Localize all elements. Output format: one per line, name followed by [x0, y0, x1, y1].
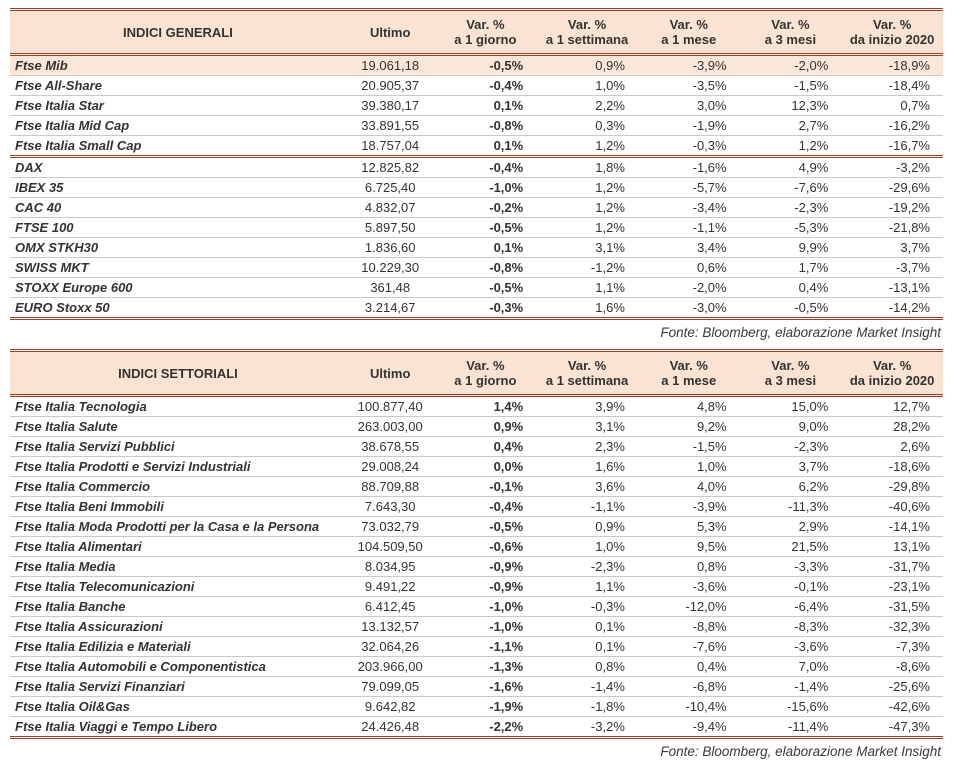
var-value: -16,7%: [841, 136, 943, 157]
var-value: -3,7%: [841, 258, 943, 278]
var-value: 0,8%: [536, 657, 638, 677]
var-value: -2,3%: [536, 557, 638, 577]
var-value: 0,4%: [740, 278, 842, 298]
index-name: Ftse Italia Oil&Gas: [10, 697, 346, 717]
var-value: -0,3%: [435, 298, 537, 319]
var-value: 4,9%: [740, 157, 842, 178]
var-value: -3,9%: [638, 55, 740, 76]
var-value: -31,7%: [841, 557, 943, 577]
ultimo-value: 7.643,30: [346, 497, 435, 517]
ultimo-value: 3.214,67: [346, 298, 435, 319]
var-value: -2,2%: [435, 717, 537, 738]
var-value: -10,4%: [638, 697, 740, 717]
var-value: -0,5%: [435, 55, 537, 76]
column-header-line2: a 1 giorno: [454, 32, 517, 47]
column-header-line2: da inizio 2020: [849, 373, 935, 388]
var-value: -7,6%: [740, 178, 842, 198]
column-header-line1: Var. %: [466, 358, 505, 373]
var-value: 0,1%: [536, 637, 638, 657]
column-header-line1: Ultimo: [369, 365, 411, 381]
var-value: -0,8%: [435, 258, 537, 278]
var-value: -11,4%: [740, 717, 842, 738]
var-value: 0,6%: [638, 258, 740, 278]
ultimo-value: 4.832,07: [346, 198, 435, 218]
column-header-2: [536, 351, 638, 396]
var-value: -42,6%: [841, 697, 943, 717]
ultimo-value: 12.825,82: [346, 157, 435, 178]
index-name: Ftse Italia Servizi Finanziari: [10, 677, 346, 697]
index-name: Ftse Italia Prodotti e Servizi Industriali: [10, 457, 346, 477]
var-value: -0,5%: [435, 517, 537, 537]
var-value: -8,6%: [841, 657, 943, 677]
var-value: 1,4%: [435, 396, 537, 417]
var-value: -5,7%: [638, 178, 740, 198]
var-value: -1,0%: [435, 597, 537, 617]
var-value: 0,9%: [435, 417, 537, 437]
column-header-line2: da inizio 2020: [849, 32, 935, 47]
var-value: 1,2%: [536, 198, 638, 218]
column-header-line1: Var. %: [669, 358, 708, 373]
column-header-4: [740, 351, 842, 396]
column-header-line2: a 1 settimana: [545, 373, 629, 388]
var-value: -0,9%: [435, 577, 537, 597]
var-value: -0,9%: [435, 557, 537, 577]
index-name: Ftse Italia Mid Cap: [10, 116, 346, 136]
var-value: -1,1%: [638, 218, 740, 238]
var-value: 0,8%: [638, 557, 740, 577]
ultimo-value: 19.061,18: [346, 55, 435, 76]
table-row: [10, 396, 943, 417]
var-value: 0,1%: [536, 617, 638, 637]
column-header-1: [435, 10, 537, 55]
var-value: 9,5%: [638, 537, 740, 557]
var-value: 4,8%: [638, 396, 740, 417]
table-row: [10, 457, 943, 477]
index-name: Ftse Italia Media: [10, 557, 346, 577]
var-value: 1,0%: [536, 76, 638, 96]
index-name: CAC 40: [10, 198, 346, 218]
table-row: [10, 55, 943, 76]
var-value: -1,5%: [740, 76, 842, 96]
table-row: [10, 298, 943, 319]
column-header-line1: Var. %: [466, 17, 505, 32]
ultimo-value: 38.678,55: [346, 437, 435, 457]
var-value: -1,6%: [638, 157, 740, 178]
var-value: -31,5%: [841, 597, 943, 617]
var-value: 15,0%: [740, 396, 842, 417]
section-indici-settoriali: [10, 349, 943, 768]
ultimo-value: 9.491,22: [346, 577, 435, 597]
var-value: -7,3%: [841, 637, 943, 657]
var-value: -3,5%: [638, 76, 740, 96]
column-header-line1: Var. %: [872, 358, 912, 373]
column-header-5: [841, 351, 943, 396]
var-value: -21,8%: [841, 218, 943, 238]
var-value: -0,3%: [536, 597, 638, 617]
column-header-3: [638, 10, 740, 55]
table-row: [10, 637, 943, 657]
indici-settoriali-header-row: [10, 351, 943, 396]
var-value: -14,1%: [841, 517, 943, 537]
var-value: -3,6%: [740, 637, 842, 657]
index-name: Ftse Italia Banche: [10, 597, 346, 617]
ultimo-value: 9.642,82: [346, 697, 435, 717]
indici-generali-table: [10, 8, 943, 320]
var-value: 1,7%: [740, 258, 842, 278]
index-name: DAX: [10, 157, 346, 178]
index-name: Ftse Italia Beni Immobili: [10, 497, 346, 517]
index-name: Ftse Italia Edilizia e Materiali: [10, 637, 346, 657]
table-row: [10, 178, 943, 198]
index-name: OMX STKH30: [10, 238, 346, 258]
var-value: -2,3%: [740, 198, 842, 218]
column-header-0: [346, 351, 435, 396]
source-note-settoriali: Fonte: Bloomberg, elaborazione Market Insight: [660, 744, 941, 759]
var-value: 1,0%: [536, 537, 638, 557]
ultimo-value: 33.891,55: [346, 116, 435, 136]
var-value: -1,5%: [638, 437, 740, 457]
var-value: -3,9%: [638, 497, 740, 517]
var-value: 2,9%: [740, 517, 842, 537]
var-value: -2,3%: [740, 437, 842, 457]
table-row: [10, 577, 943, 597]
var-value: -18,6%: [841, 457, 943, 477]
column-header-line1: Var. %: [669, 17, 708, 32]
table-row: [10, 278, 943, 298]
var-value: 0,9%: [536, 55, 638, 76]
var-value: 1,1%: [536, 278, 638, 298]
var-value: -0,4%: [435, 497, 537, 517]
var-value: 3,1%: [536, 238, 638, 258]
var-value: 0,1%: [435, 96, 537, 116]
var-value: -0,4%: [435, 76, 537, 96]
var-value: 28,2%: [841, 417, 943, 437]
column-header-5: [841, 10, 943, 55]
var-value: -9,4%: [638, 717, 740, 738]
var-value: 21,5%: [740, 537, 842, 557]
index-name: Ftse Italia Moda Prodotti per la Casa e la Persona: [10, 517, 346, 537]
index-name: Ftse Italia Small Cap: [10, 136, 346, 157]
var-value: -7,6%: [638, 637, 740, 657]
var-value: 12,7%: [841, 396, 943, 417]
var-value: -1,3%: [435, 657, 537, 677]
var-value: 2,7%: [740, 116, 842, 136]
var-value: -47,3%: [841, 717, 943, 738]
table-title: INDICI SETTORIALI: [10, 351, 346, 396]
ultimo-value: 73.032,79: [346, 517, 435, 537]
var-value: -1,0%: [435, 178, 537, 198]
table-row: [10, 198, 943, 218]
table-row: [10, 557, 943, 577]
ultimo-value: 6.412,45: [346, 597, 435, 617]
var-value: -3,6%: [638, 577, 740, 597]
var-value: 1,8%: [536, 157, 638, 178]
ultimo-value: 5.897,50: [346, 218, 435, 238]
var-value: -0,5%: [435, 278, 537, 298]
indici-generali-body: [10, 55, 943, 319]
index-name: Ftse Italia Commercio: [10, 477, 346, 497]
column-header-1: [435, 351, 537, 396]
var-value: 0,1%: [435, 136, 537, 157]
index-name: EURO Stoxx 50: [10, 298, 346, 319]
var-value: -3,2%: [841, 157, 943, 178]
var-value: -8,8%: [638, 617, 740, 637]
index-name: Ftse Italia Viaggi e Tempo Libero: [10, 717, 346, 738]
var-value: 12,3%: [740, 96, 842, 116]
table-row: [10, 717, 943, 738]
var-value: 3,4%: [638, 238, 740, 258]
index-name: SWISS MKT: [10, 258, 346, 278]
column-header-line2: a 1 mese: [661, 373, 717, 388]
column-header-line1: Var. %: [567, 17, 607, 32]
var-value: -8,3%: [740, 617, 842, 637]
var-value: 5,3%: [638, 517, 740, 537]
var-value: -2,0%: [638, 278, 740, 298]
ultimo-value: 24.426,48: [346, 717, 435, 738]
index-name: Ftse Italia Star: [10, 96, 346, 116]
var-value: -1,4%: [536, 677, 638, 697]
var-value: -3,3%: [740, 557, 842, 577]
var-value: -1,2%: [536, 258, 638, 278]
ultimo-value: 29.008,24: [346, 457, 435, 477]
var-value: 1,2%: [536, 136, 638, 157]
var-value: -40,6%: [841, 497, 943, 517]
indici-settoriali-body: [10, 396, 943, 738]
table-title: INDICI GENERALI: [10, 10, 346, 55]
column-header-line2: a 1 giorno: [454, 373, 517, 388]
var-value: -0,4%: [435, 157, 537, 178]
var-value: -1,0%: [435, 617, 537, 637]
table-row: [10, 617, 943, 637]
var-value: 3,1%: [536, 417, 638, 437]
table-row: [10, 597, 943, 617]
table-row: [10, 116, 943, 136]
var-value: -1,4%: [740, 677, 842, 697]
var-value: 1,2%: [536, 218, 638, 238]
var-value: 0,7%: [841, 96, 943, 116]
var-value: -13,1%: [841, 278, 943, 298]
table-row: [10, 537, 943, 557]
var-value: -5,3%: [740, 218, 842, 238]
column-header-4: [740, 10, 842, 55]
var-value: 1,2%: [536, 178, 638, 198]
index-name: Ftse Italia Alimentari: [10, 537, 346, 557]
table-row: [10, 258, 943, 278]
column-header-2: [536, 10, 638, 55]
var-value: -0,1%: [740, 577, 842, 597]
table-row: [10, 517, 943, 537]
ultimo-value: 104.509,50: [346, 537, 435, 557]
column-header-line1: Var. %: [872, 17, 912, 32]
column-header-0: [346, 10, 435, 55]
var-value: 9,9%: [740, 238, 842, 258]
ultimo-value: 203.966,00: [346, 657, 435, 677]
var-value: -23,1%: [841, 577, 943, 597]
var-value: 2,2%: [536, 96, 638, 116]
table-row: [10, 218, 943, 238]
var-value: 3,7%: [740, 457, 842, 477]
var-value: -18,9%: [841, 55, 943, 76]
var-value: 0,4%: [435, 437, 537, 457]
var-value: 4,0%: [638, 477, 740, 497]
var-value: 3,9%: [536, 396, 638, 417]
ultimo-value: 1.836,60: [346, 238, 435, 258]
var-value: -0,5%: [740, 298, 842, 319]
var-value: 9,2%: [638, 417, 740, 437]
var-value: -19,2%: [841, 198, 943, 218]
var-value: 0,9%: [536, 517, 638, 537]
table-row: [10, 96, 943, 116]
var-value: 2,6%: [841, 437, 943, 457]
var-value: -3,0%: [638, 298, 740, 319]
ultimo-value: 18.757,04: [346, 136, 435, 157]
var-value: -1,1%: [435, 637, 537, 657]
var-value: 1,6%: [536, 298, 638, 319]
var-value: -0,6%: [435, 537, 537, 557]
var-value: -1,9%: [638, 116, 740, 136]
table-row: [10, 417, 943, 437]
indici-generali-header-row: [10, 10, 943, 55]
var-value: -0,8%: [435, 116, 537, 136]
var-value: -3,4%: [638, 198, 740, 218]
ultimo-value: 361,48: [346, 278, 435, 298]
source-note-generali: Fonte: Bloomberg, elaborazione Market Insight: [660, 325, 941, 340]
index-name: IBEX 35: [10, 178, 346, 198]
table-row: [10, 477, 943, 497]
index-name: Ftse Mib: [10, 55, 346, 76]
index-name: Ftse Italia Automobili e Componentistica: [10, 657, 346, 677]
index-name: Ftse Italia Telecomunicazioni: [10, 577, 346, 597]
var-value: 0,0%: [435, 457, 537, 477]
section-indici-generali: [10, 8, 943, 349]
column-header-3: [638, 351, 740, 396]
index-name: STOXX Europe 600: [10, 278, 346, 298]
var-value: -6,4%: [740, 597, 842, 617]
table-row: [10, 437, 943, 457]
var-value: 0,4%: [638, 657, 740, 677]
column-header-line2: a 1 mese: [661, 32, 717, 47]
var-value: -0,3%: [638, 136, 740, 157]
var-value: -29,6%: [841, 178, 943, 198]
var-value: 0,1%: [435, 238, 537, 258]
ultimo-value: 32.064,26: [346, 637, 435, 657]
var-value: 7,0%: [740, 657, 842, 677]
index-name: Ftse Italia Assicurazioni: [10, 617, 346, 637]
var-value: 3,0%: [638, 96, 740, 116]
var-value: -11,3%: [740, 497, 842, 517]
ultimo-value: 39.380,17: [346, 96, 435, 116]
var-value: 3,7%: [841, 238, 943, 258]
indici-settoriali-table: [10, 349, 943, 739]
column-header-line2: a 1 settimana: [545, 32, 629, 47]
var-value: -6,8%: [638, 677, 740, 697]
var-value: 13,1%: [841, 537, 943, 557]
var-value: -3,2%: [536, 717, 638, 738]
ultimo-value: 79.099,05: [346, 677, 435, 697]
table-row: [10, 238, 943, 258]
var-value: -0,2%: [435, 198, 537, 218]
ultimo-value: 20.905,37: [346, 76, 435, 96]
var-value: -15,6%: [740, 697, 842, 717]
ultimo-value: 100.877,40: [346, 396, 435, 417]
var-value: 9,0%: [740, 417, 842, 437]
var-value: -12,0%: [638, 597, 740, 617]
var-value: 1,0%: [638, 457, 740, 477]
ultimo-value: 8.034,95: [346, 557, 435, 577]
column-header-line2: a 3 mesi: [764, 373, 817, 388]
column-header-line1: Ultimo: [369, 24, 411, 40]
column-header-line1: Var. %: [771, 17, 810, 32]
table-row: [10, 697, 943, 717]
ultimo-value: 263.003,00: [346, 417, 435, 437]
var-value: -1,9%: [435, 697, 537, 717]
index-name: Ftse Italia Tecnologia: [10, 396, 346, 417]
var-value: 0,3%: [536, 116, 638, 136]
index-name: Ftse Italia Salute: [10, 417, 346, 437]
var-value: -32,3%: [841, 617, 943, 637]
var-value: 2,3%: [536, 437, 638, 457]
var-value: -1,6%: [435, 677, 537, 697]
column-header-line2: a 3 mesi: [764, 32, 817, 47]
var-value: -14,2%: [841, 298, 943, 319]
ultimo-value: 13.132,57: [346, 617, 435, 637]
table-row: [10, 157, 943, 178]
var-value: 1,1%: [536, 577, 638, 597]
table-row: [10, 657, 943, 677]
table-row: [10, 677, 943, 697]
var-value: -2,0%: [740, 55, 842, 76]
var-value: 1,2%: [740, 136, 842, 157]
var-value: -25,6%: [841, 677, 943, 697]
var-value: -16,2%: [841, 116, 943, 136]
table-row: [10, 76, 943, 96]
index-name: Ftse All-Share: [10, 76, 346, 96]
table-row: [10, 497, 943, 517]
column-header-line1: Var. %: [567, 358, 607, 373]
var-value: -1,1%: [536, 497, 638, 517]
var-value: -18,4%: [841, 76, 943, 96]
var-value: 1,6%: [536, 457, 638, 477]
var-value: -0,5%: [435, 218, 537, 238]
var-value: -0,1%: [435, 477, 537, 497]
ultimo-value: 10.229,30: [346, 258, 435, 278]
ultimo-value: 6.725,40: [346, 178, 435, 198]
index-name: FTSE 100: [10, 218, 346, 238]
column-header-line1: Var. %: [771, 358, 810, 373]
var-value: 3,6%: [536, 477, 638, 497]
var-value: 6,2%: [740, 477, 842, 497]
var-value: -29,8%: [841, 477, 943, 497]
table-row: [10, 136, 943, 157]
var-value: -1,8%: [536, 697, 638, 717]
index-name: Ftse Italia Servizi Pubblici: [10, 437, 346, 457]
ultimo-value: 88.709,88: [346, 477, 435, 497]
